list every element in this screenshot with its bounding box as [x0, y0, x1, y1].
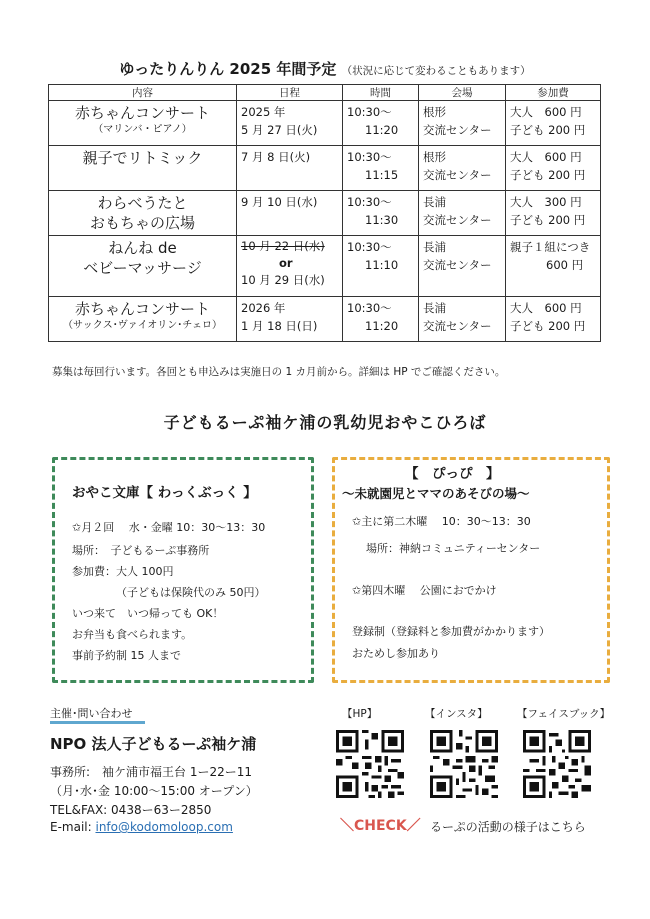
venue-line: 根形 — [423, 150, 446, 164]
table-row — [49, 146, 601, 191]
pippi-line: ✩主に第二木曜 10：30〜13：30 — [352, 515, 531, 528]
fee-line: 子ども 200 円 — [510, 213, 586, 227]
header-time: 時間 — [343, 85, 419, 101]
title-main: ゆったりんりん 2025 年間予定 — [119, 60, 337, 78]
bunko-line: 場所： 子どもるーぷ事務所 — [72, 544, 210, 557]
title-note: （状況に応じて変わることもあります） — [341, 65, 531, 77]
qr-label-hp: 【HP】 — [342, 708, 378, 720]
check-label: ＼CHECK／ — [340, 818, 421, 834]
time-start: 10:30〜 — [347, 105, 392, 119]
time-start: 10:30〜 — [347, 150, 392, 164]
pippi-line: ✩第四木曜 公園におでかけ — [352, 584, 497, 597]
time-end: 11:20 — [365, 123, 399, 137]
time-end: 11:15 — [365, 168, 399, 182]
event-name: ねんね de — [108, 239, 177, 257]
table-row — [49, 297, 601, 342]
qr-code-hp[interactable] — [336, 730, 404, 798]
contact-heading: 主催･問い合わせ — [50, 707, 133, 720]
pippi-title: 【 ぴっぴ 】 — [405, 466, 500, 482]
bunko-line: （子どもは保険代のみ 50円） — [116, 586, 266, 599]
time-end: 11:20 — [365, 319, 399, 333]
page-title — [0, 58, 650, 79]
fee-line: 子ども 200 円 — [510, 319, 586, 333]
date-line: 1 月 18 日(日) — [241, 319, 318, 333]
time-start: 10:30〜 — [347, 240, 392, 254]
venue-line: 交流センター — [423, 213, 492, 227]
bunko-line: ✩月２回 水・金曜 10：30〜13：30 — [72, 521, 266, 534]
tel-fax: TEL&FAX: 0438ー63ー2850 — [50, 803, 212, 817]
date-line: 5 月 27 日(火) — [241, 123, 318, 137]
qr-label-facebook: 【フェイスブック】 — [517, 708, 611, 720]
event-name: わらべうたと — [97, 194, 188, 212]
date-or: or — [279, 256, 293, 270]
header-venue: 会場 — [419, 85, 506, 101]
event-name: 親子でリトミック — [82, 149, 203, 167]
table-row — [49, 101, 601, 146]
fee-line: 子ども 200 円 — [510, 168, 586, 182]
fee-line: 大人 600 円 — [510, 105, 582, 119]
fee-line: 子ども 200 円 — [510, 123, 586, 137]
office-hours: （月･水･金 10:00〜15:00 オープン） — [50, 784, 258, 798]
header-content: 内容 — [49, 85, 237, 101]
date-line: 2025 年 — [241, 105, 286, 119]
time-end: 11:30 — [365, 213, 399, 227]
venue-line: 長浦 — [423, 240, 446, 254]
bunko-line: お弁当も食べられます。 — [72, 628, 193, 641]
email-row — [50, 820, 233, 834]
bunko-line: いつ来て いつ帰っても OK！ — [72, 607, 224, 620]
date-line: 2026 年 — [241, 301, 286, 315]
bunko-title: おやこ文庫【 わっくぶっく 】 — [72, 485, 257, 501]
table-row — [49, 236, 601, 297]
contact-underline — [50, 721, 145, 724]
date-line: 7 月 8 日(火) — [241, 150, 311, 164]
header-fee: 参加費 — [506, 85, 601, 101]
time-end: 11:10 — [365, 258, 399, 272]
venue-line: 交流センター — [423, 258, 492, 272]
pippi-line: 場所：神納コミュニティーセンター — [366, 542, 541, 555]
event-sub: おもちゃの広場 — [89, 214, 195, 232]
venue-line: 根形 — [423, 105, 446, 119]
fee-line: 大人 600 円 — [510, 301, 582, 315]
fee-line: 親子１組につき — [510, 240, 591, 254]
fee-line: 600 円 — [546, 258, 584, 272]
fee-line: 大人 600 円 — [510, 150, 582, 164]
venue-line: 交流センター — [423, 319, 492, 333]
event-sub: （マリンバ・ピアノ） — [93, 124, 192, 135]
event-name: 赤ちゃんコンサート — [74, 104, 210, 122]
date-struck: 10 月 22 日(水) — [241, 239, 325, 253]
bunko-line: 事前予約制 15 人まで — [72, 649, 181, 662]
event-name: 赤ちゃんコンサート — [74, 300, 210, 318]
time-start: 10:30〜 — [347, 195, 392, 209]
email-link[interactable]: info@kodomoloop.com — [95, 820, 233, 834]
date-line: 10 月 29 日(水) — [241, 273, 325, 287]
pippi-line: おためし参加あり — [352, 647, 440, 660]
pippi-subtitle: 〜未就園児とママのあそびの場〜 — [342, 486, 530, 501]
qr-code-insta[interactable] — [430, 730, 498, 798]
date-line: 9 月 10 日(水) — [241, 195, 318, 209]
event-sub: （サックス･ヴァイオリン･チェロ） — [63, 320, 222, 331]
venue-line: 交流センター — [423, 123, 492, 137]
schedule-footnote: 募集は毎回行います。各回とも申込みは実施日の 1 カ月前から。詳細は HP でご確認ください。 — [52, 366, 506, 378]
header-date: 日程 — [237, 85, 343, 101]
time-start: 10:30〜 — [347, 301, 392, 315]
venue-line: 長浦 — [423, 301, 446, 315]
check-note: るーぷの活動の様子はこちら — [430, 820, 586, 834]
event-sub: ベビーマッサージ — [83, 259, 202, 277]
qr-label-insta: 【インスタ】 — [425, 708, 488, 720]
qr-code-facebook[interactable] — [523, 730, 591, 798]
table-row — [49, 191, 601, 236]
pippi-line: 登録制（登録料と参加費がかかります） — [352, 625, 550, 638]
venue-line: 交流センター — [423, 168, 492, 182]
bunko-line: 参加費：大人 100円 — [72, 565, 174, 578]
venue-line: 長浦 — [423, 195, 446, 209]
email-label: E-mail: — [50, 820, 96, 834]
schedule-table — [48, 84, 601, 342]
org-name: NPO 法人子どもるーぷ袖ケ浦 — [50, 735, 257, 753]
section-title: 子どもるーぷ袖ケ浦の乳幼児おやこひろば — [163, 413, 487, 432]
fee-line: 大人 300 円 — [510, 195, 582, 209]
office-address: 事務所: 袖ケ浦市福王台 1ー22ー11 — [50, 765, 253, 779]
table-header-row — [49, 85, 601, 101]
